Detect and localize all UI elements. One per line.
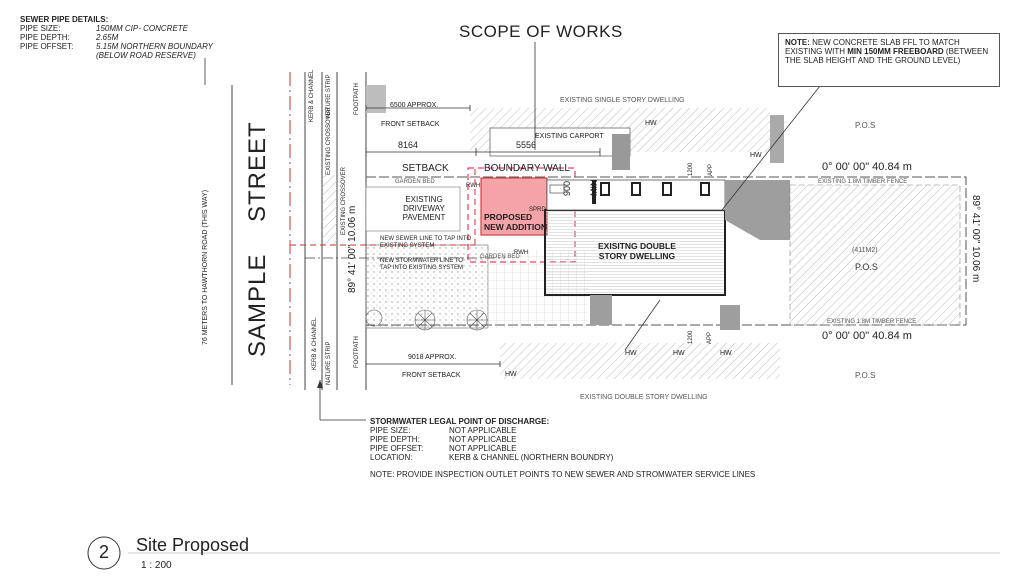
hw-label: HW bbox=[505, 371, 517, 378]
pos-top: P.O.S bbox=[855, 121, 876, 130]
sewer-details bbox=[20, 15, 213, 60]
app-top: APP bbox=[708, 163, 714, 176]
drawing-number: 2 bbox=[98, 542, 109, 562]
dim-1200-bottom: 1200 bbox=[688, 330, 694, 344]
storm-row: PIPE DEPTH: NOT APPLICABLE bbox=[370, 435, 517, 444]
stormwater-title: STORMWATER LEGAL POINT OF DISCHARGE: bbox=[370, 417, 550, 426]
rwh-label-2: RWH bbox=[514, 250, 529, 256]
existing-carport-label: EXISTING CARPORT bbox=[535, 133, 604, 140]
lot-area: (411M2) bbox=[852, 247, 878, 254]
sewer-row: PIPE OFFSET: 5.15M NORTHERN BOUNDARY bbox=[20, 42, 213, 51]
existing-double-story-label: EXISITNG DOUBLE STORY DWELLING bbox=[598, 241, 676, 261]
sprd-label: SPRD bbox=[529, 207, 546, 213]
pos-bottom: P.O.S bbox=[855, 371, 876, 380]
footpath-label-top: FOOTPATH bbox=[354, 83, 360, 115]
timber-fence-top: EXISTING 1.8M TIMBER FENCE bbox=[818, 179, 908, 185]
hw-label: HW bbox=[673, 350, 685, 357]
bearing-left: 89° 41' 00" 10.06 m bbox=[347, 205, 358, 293]
drawing-title: Site Proposed bbox=[136, 535, 250, 555]
dim-9018: 9018 APPROX. bbox=[408, 354, 457, 361]
stormwater-details bbox=[370, 417, 755, 479]
dim-5556: 5556 bbox=[516, 140, 537, 150]
sewer-row: PIPE DEPTH: 2.65M bbox=[20, 33, 119, 42]
nature-strip-label-top: NATURE STRIP bbox=[326, 74, 332, 118]
sewer-row: PIPE SIZE: 150MM CIP- CONCRETE bbox=[20, 24, 189, 33]
existing-single-story: EXISTING SINGLE STORY DWELLING bbox=[560, 97, 685, 104]
min-900-b: MIN bbox=[589, 179, 599, 196]
street-name-street: STREET bbox=[244, 121, 271, 222]
existing-driveway-label: EXISTING DRIVEWAY PAVEMENT bbox=[402, 195, 446, 222]
sewer-row: (BELOW ROAD RESERVE) bbox=[96, 51, 196, 60]
garden-bed-bottom: GARDEN BED bbox=[480, 254, 520, 260]
storm-row: LOCATION: KERB & CHANNEL (NORTHERN BOUNDRY) bbox=[370, 453, 614, 462]
kerb-channel-label-bottom: KERB & CHANNEL bbox=[312, 317, 318, 370]
existing-crossover-label-2: EXISTING CROSSOVER bbox=[341, 166, 347, 235]
new-sewer-line-label: NEW SEWER LINE TO TAP INTO EXISTING SYSTEM bbox=[380, 236, 472, 249]
drawing-scale: 1 : 200 bbox=[141, 560, 172, 571]
existing-double-story-bottom: EXISTING DOUBLE STORY DWELLING bbox=[580, 394, 708, 401]
pos-area bbox=[790, 185, 960, 325]
hw-label: HW bbox=[645, 120, 657, 127]
footpath-label-bottom: FOOTPATH bbox=[354, 336, 360, 368]
neighbour-bottom-dwelling bbox=[500, 343, 780, 379]
garden-bed-top: GARDEN BED bbox=[395, 179, 435, 185]
rwh-label: RWH bbox=[466, 183, 481, 189]
dim-6500: 6500 APPROX. bbox=[390, 102, 439, 109]
new-stormwater-line-label: NEW STORMWATER LINE TO TAP INTO EXISTING SYSTEM bbox=[380, 258, 464, 271]
hw-label: HW bbox=[625, 350, 637, 357]
min-900-a: 900 bbox=[562, 180, 572, 196]
hw-label: HW bbox=[720, 350, 732, 357]
front-setback-bottom: FRONT SETBACK bbox=[402, 372, 461, 379]
bearing-right-text: 89° 41' 00" 10.06 m bbox=[970, 195, 981, 283]
hw-label: HW bbox=[750, 152, 762, 159]
storm-row: PIPE OFFSET: NOT APPLICABLE bbox=[370, 444, 517, 453]
nature-strip-label-bottom: NATURE STRIP bbox=[326, 341, 332, 385]
dim-8164: 8164 bbox=[398, 140, 419, 150]
app-bottom: APP bbox=[707, 331, 713, 344]
storm-row: PIPE SIZE: NOT APPLICABLE bbox=[370, 426, 517, 435]
sewer-title: SEWER PIPE DETAILS: bbox=[20, 15, 109, 24]
street-name-sample: SAMPLE bbox=[244, 253, 271, 357]
hawthorn-road-note: 76 METERS TO HAWTHORN ROAD (THIS WAY) bbox=[202, 189, 209, 345]
pos-lot: P.O.S bbox=[855, 262, 878, 272]
inspection-note: NOTE: PROVIDE INSPECTION OUTLET POINTS TO NEW SEWER AND STROMWATER SERVICE LINES bbox=[370, 470, 756, 479]
kerb-channel-label-top: KERB & CHANNEL bbox=[309, 69, 315, 122]
existing-crossover-label: EXISTING CROSSOVER bbox=[326, 106, 332, 175]
slab-note: NOTE: NEW CONCRETE SLAB FFL TO MATCH EXISTING WITH MIN 150MM FREEBOARD (BETWEEN THE SLAB HEIGHT AND THE GROUND LEVEL) bbox=[778, 33, 1000, 87]
bearing-top: 0° 00' 00" 40.84 m bbox=[822, 161, 912, 173]
bearing-bottom: 0° 00' 00" 40.84 m bbox=[822, 330, 912, 342]
timber-fence-bottom: EXISTING 1.8M TIMBER FENCE bbox=[827, 319, 917, 325]
proposed-addition-label: PROPOSED NEW ADDITION bbox=[484, 212, 547, 232]
setback-label: SETBACK bbox=[402, 163, 449, 174]
scope-of-works-title: SCOPE OF WORKS bbox=[459, 22, 623, 41]
front-setback-top: FRONT SETBACK bbox=[381, 121, 440, 128]
boundary-wall-label: BOUNDARY WALL bbox=[484, 163, 570, 174]
dim-1200-top: 1200 bbox=[688, 162, 694, 176]
